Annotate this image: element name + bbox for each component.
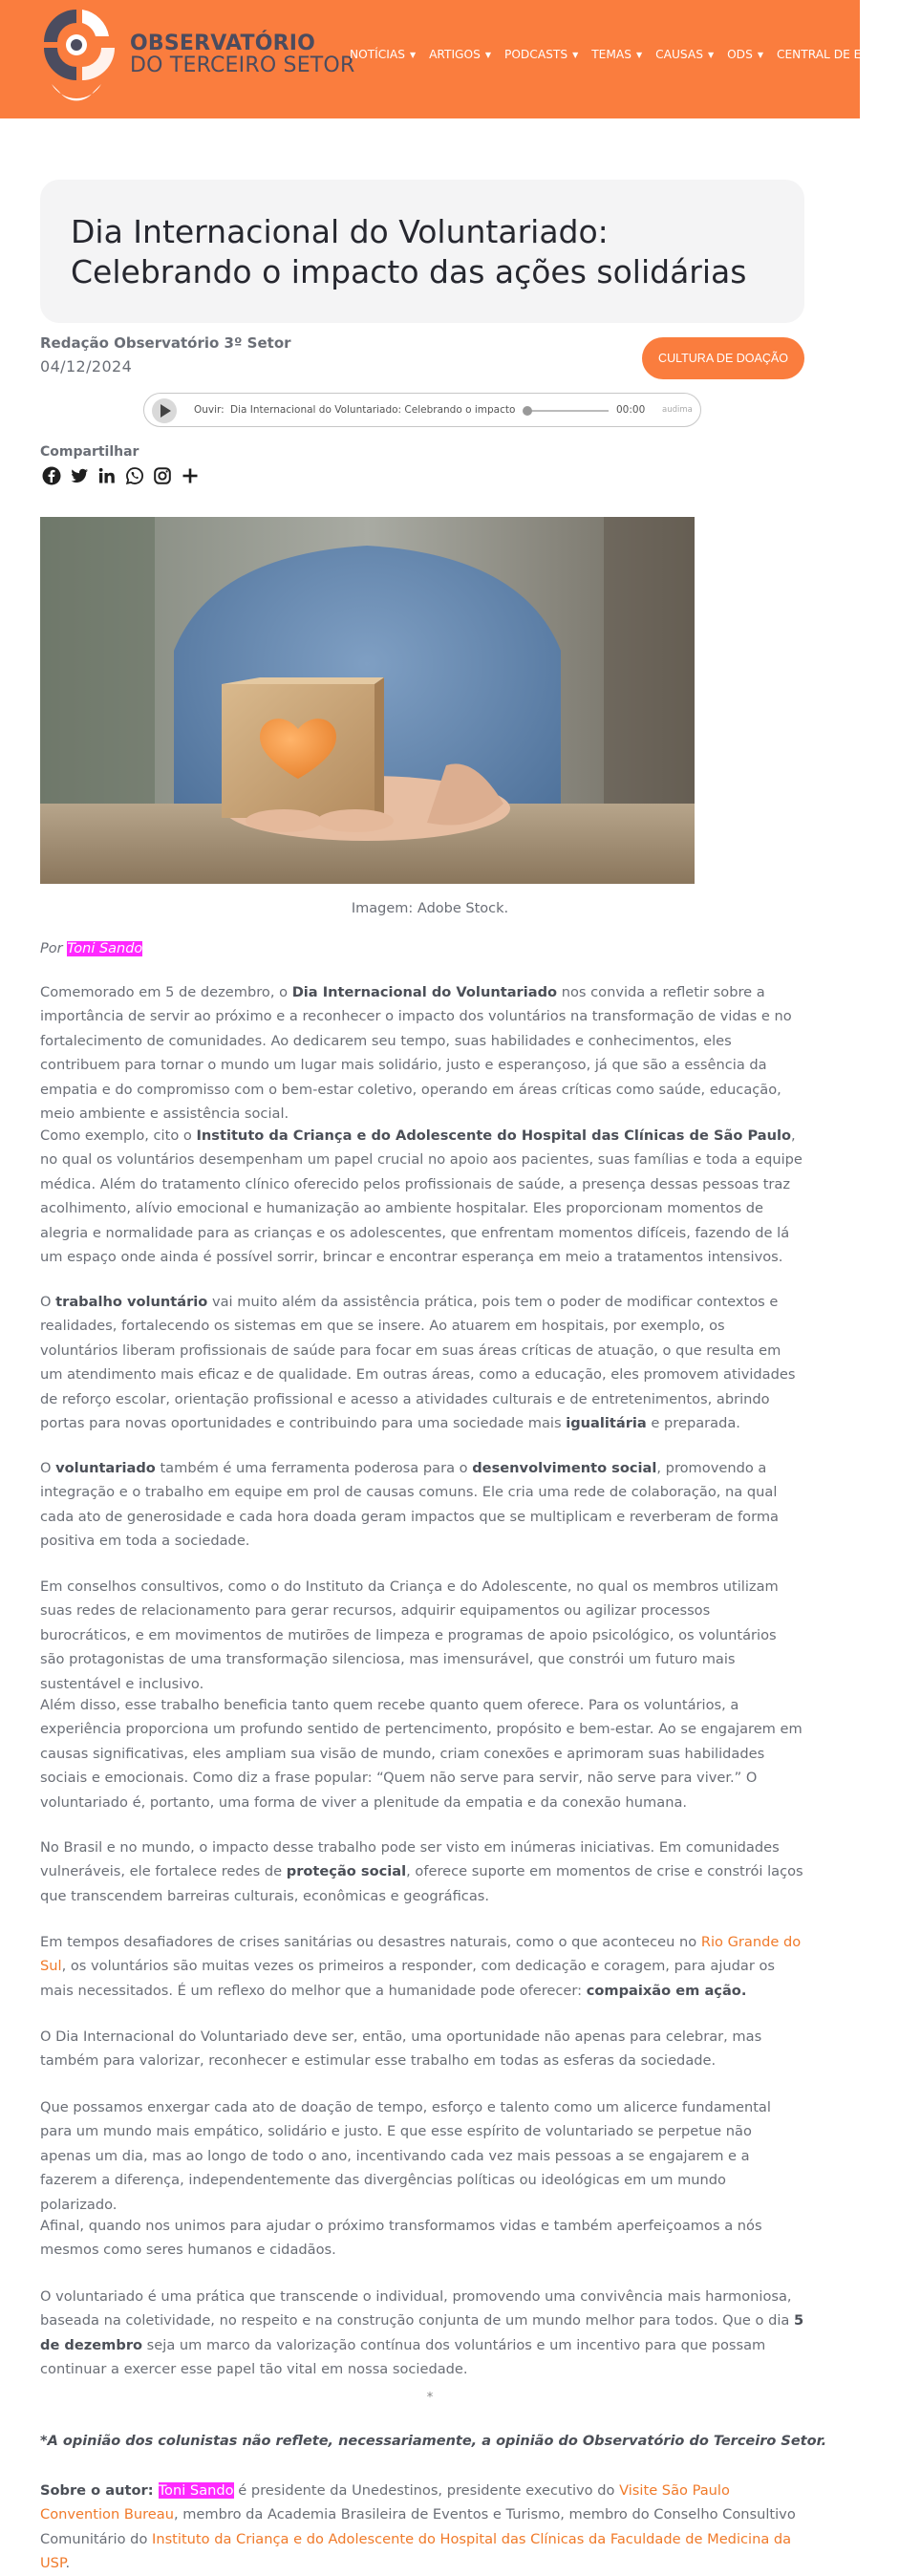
chevron-down-icon: ▼ bbox=[757, 50, 763, 59]
nav-item-noticias[interactable] bbox=[350, 48, 416, 61]
bold-text: proteção social bbox=[286, 1863, 407, 1880]
bold-text: desenvolvimento social bbox=[472, 1460, 657, 1476]
brand-name[interactable] bbox=[130, 32, 354, 76]
disclaimer: *A opinião dos colunistas não reflete, necessariamente, a opinião do Observatório do Terceiro Setor. bbox=[40, 2434, 827, 2449]
whatsapp-icon[interactable] bbox=[125, 466, 144, 485]
text: , no qual os voluntários desempenham um papel crucial no apoio aos pacientes, suas famílias e toda a equipe médica. Além do tratamento clínico oferecido pelos profissionais de saúde, a presença dessas pessoas traz acolhimento, alívio emocional e humanização ao ambiente hospitalar. Eles proporcionam momentos de alegria e normalidade para as crianças e os adolescentes, que enfrentam momentos difíceis, fazendo de lá um espaço onde ainda é possível sorrir, brincar e encontrar esperança em meio a tratamentos intensivos. bbox=[40, 1127, 803, 1266]
brand-line1: OBSERVATÓRIO bbox=[130, 32, 316, 55]
bold-text: Dia Internacional do Voluntariado bbox=[291, 984, 558, 1000]
audio-progress-handle[interactable] bbox=[523, 406, 532, 416]
bold-text: trabalho voluntário bbox=[55, 1294, 208, 1310]
about-author bbox=[40, 2479, 804, 2576]
chevron-down-icon: ▼ bbox=[635, 50, 643, 59]
nav-item-label: NOTÍCIAS bbox=[350, 48, 405, 61]
text: Comemorado em 5 de dezembro, o bbox=[40, 984, 292, 1000]
about-author-name[interactable]: Toni Sando bbox=[158, 2482, 234, 2499]
bold-text: 5 de dezembro bbox=[40, 2312, 804, 2353]
text: vai muito além da assistência prática, pois tem o poder de modificar contextos e realidades, fortalecendo os sistemas em que se insere. Ao atuarem em hospitais, por exemplo, os voluntários liberam profissionais de saúde para focar em suas áreas críticas de atuação, o que resulta em um atendimento mais eficaz e de qualidade. Em outras áreas, como a educação, eles promovem atividades de reforço escolar, orientação profissional e acesso a atividades culturais e de entretenimentos, abrindo portas para novas oportunidades e contribuindo para uma sociedade mais bbox=[40, 1294, 796, 1432]
brand-line2: DO TERCEIRO SETOR bbox=[130, 54, 355, 78]
article-paragraph-7 bbox=[40, 1835, 804, 1908]
text: , os voluntários são muitas vezes os primeiros a responder, com dedicação e coragem, para ajudar os mais necessitados. É um reflexo do melhor que a humanidade pode oferecer: bbox=[40, 1958, 775, 1999]
text: nos convida a refletir sobre a importância de servir ao próximo e a reconhecer o impacto dos voluntários na transformação de vidas e no fortalecimento de comunidades. Ao dedicarem seu tempo, suas habilidades e conhecimentos, eles contribuem para tornar o mundo um lugar mais solidário, justo e esperançoso, já que são a essência da empatia e do compromisso com o bem-estar coletivo, operando em áreas críticas como saúde, educação, meio ambiente e assistência social. bbox=[40, 984, 792, 1123]
bold-text: Instituto da Criança e do Adolescente do Hospital das Clínicas de São Paulo bbox=[196, 1127, 792, 1144]
share-bar bbox=[42, 466, 200, 485]
site-header bbox=[0, 0, 899, 118]
text: , membro da Academia Brasileira de Eventos e Turismo, membro do Conselho Consultivo Comunitário do bbox=[40, 2506, 796, 2547]
article-paragraph-8 bbox=[40, 1930, 804, 2003]
byline-prefix: Por bbox=[40, 941, 68, 956]
linkedin-icon[interactable] bbox=[97, 466, 117, 485]
image-caption: Imagem: Adobe Stock. bbox=[351, 901, 509, 916]
text: também é uma ferramenta poderosa para o bbox=[155, 1460, 473, 1476]
separator: * bbox=[426, 2391, 434, 2405]
about-label: Sobre o autor: bbox=[40, 2482, 159, 2499]
chevron-down-icon: ▼ bbox=[572, 50, 579, 59]
article-image bbox=[40, 517, 695, 884]
nav-item-label: CENTRAL DE EDITAIS bbox=[776, 48, 899, 61]
audio-time: 00:00 bbox=[616, 404, 646, 416]
nav-item-central-de-editais[interactable] bbox=[777, 48, 899, 61]
nav-item-label: PODCASTS bbox=[503, 48, 568, 61]
article-paragraph-1 bbox=[40, 980, 804, 1126]
twitter-icon[interactable] bbox=[70, 466, 89, 485]
article-author[interactable]: Redação Observatório 3º Setor bbox=[40, 334, 291, 352]
text: é presidente da Unedestinos, presidente executivo do bbox=[233, 2482, 620, 2499]
nav-item-causas[interactable] bbox=[655, 48, 714, 61]
title-card bbox=[40, 180, 804, 323]
nav-item-ods[interactable] bbox=[727, 48, 763, 61]
article-paragraph-6: Além disso, esse trabalho beneficia tanto quem recebe quanto quem oferece. Para os voluntários, a experiência proporciona um profundo sentido de pertencimento, propósito e bem-estar. Ao se engajarem em causas significativas, eles ampliam sua visão de mundo, criam conexões e aprimoram suas habilidades sociais e emocionais. Como diz a frase popular: “Quem não serve para servir, não serve para viver.” O voluntariado é, portanto, uma forma de viver a plenitude da empatia e da conexão humana. bbox=[40, 1697, 803, 1811]
text: O bbox=[40, 1460, 56, 1476]
article-meta bbox=[40, 334, 291, 376]
bold-text: igualitária bbox=[566, 1415, 647, 1432]
bold-text: compaixão em ação. bbox=[586, 1982, 747, 1999]
text: , oferece suporte em momentos de crise e constrói laços que transcendem barreiras culturais, econômicas e geográficas. bbox=[40, 1863, 803, 1904]
hands-heart-cube-image bbox=[40, 517, 695, 884]
nav-item-label: CAUSAS bbox=[655, 48, 703, 61]
byline bbox=[40, 941, 142, 956]
nav-item-label: ARTIGOS bbox=[429, 48, 481, 61]
article-paragraph-9: O Dia Internacional do Voluntariado deve ser, então, uma oportunidade não apenas para celebrar, mas também para valorizar, reconhecer e estimular esse trabalho em todas as esferas da sociedade. bbox=[40, 2029, 762, 2070]
text: Como exemplo, cito o bbox=[40, 1127, 197, 1144]
nav-item-label: TEMAS bbox=[591, 48, 631, 61]
site-logo-icon[interactable] bbox=[38, 4, 115, 107]
text: , promovendo a integração e o trabalho em equipe em prol de causas comuns. Ele cria uma rede de colaboração, na qual cada ato de generosidade e cada hora doada geram impactos que se multiplicam e reverberam de forma positiva em toda a sociedade. bbox=[40, 1460, 779, 1550]
visite-sao-paulo-link[interactable]: Visite São Paulo Convention Bureau bbox=[40, 2482, 730, 2523]
text: seja um marco da valorização contínua dos voluntários e um incentivo para que possam continuar a exercer esse papel tão vital em nossa sociedade. bbox=[40, 2336, 766, 2378]
text: No Brasil e no mundo, o impacto desse trabalho pode ser visto em inúmeras iniciativas. Em comunidades vulneráveis, ele fortalece redes de bbox=[40, 1839, 780, 1880]
play-icon[interactable] bbox=[152, 398, 177, 423]
rio-grande-do-sul-link[interactable]: Rio Grande do Sul bbox=[40, 1934, 802, 1975]
nav-item-temas[interactable] bbox=[591, 48, 642, 61]
article-paragraph-4 bbox=[40, 1456, 804, 1554]
text: . bbox=[65, 2555, 71, 2572]
instagram-icon[interactable] bbox=[153, 466, 172, 485]
chevron-down-icon: ▼ bbox=[707, 50, 715, 59]
audio-player bbox=[143, 393, 701, 427]
article-paragraph-12 bbox=[40, 2285, 804, 2382]
article-paragraph-2 bbox=[40, 1124, 804, 1269]
article-date: 04/12/2024 bbox=[40, 357, 133, 376]
main-nav bbox=[350, 48, 899, 61]
page-title: Dia Internacional do Voluntariado: Celebrando o impacto das ações solidárias bbox=[71, 213, 747, 290]
audio-listen-label: Ouvir: bbox=[194, 404, 225, 416]
nav-item-podcasts[interactable] bbox=[504, 48, 578, 61]
text: O voluntariado é uma prática que transcende o individual, promovendo uma convivência mais harmoniosa, baseada na coletividade, no respeito e na construção conjunta de um mundo melhor para todos. Que o dia bbox=[40, 2288, 795, 2329]
plus-icon[interactable] bbox=[181, 466, 200, 485]
text: e preparada. bbox=[646, 1415, 740, 1432]
instituto-crianca-link[interactable]: Instituto da Criança e do Adolescente do Hospital das Clínicas da Faculdade de Medicina da USP bbox=[40, 2530, 792, 2572]
audio-track-title: Dia Internacional do Voluntariado: Celebrando o impacto bbox=[230, 404, 516, 416]
audio-progress-track[interactable] bbox=[524, 410, 609, 412]
article-paragraph-10: Que possamos enxergar cada ato de doação de tempo, esforço e talento como um alicerce fundamental para um mundo mais empático, solidário e justo. E que esse espírito de voluntariado se perpetue não apenas um dia, mas ao longo de todo o ano, incentivando cada vez mais pessoas a se engajarem e a fazerem a diferença, independentemente das divergências políticas ou ideológicas em um mundo polarizado. bbox=[40, 2099, 771, 2213]
audio-brand[interactable]: audima bbox=[662, 405, 693, 415]
text: O bbox=[40, 1294, 56, 1310]
chevron-down-icon: ▼ bbox=[484, 50, 491, 59]
nav-item-label: ODS bbox=[727, 48, 753, 61]
facebook-icon[interactable] bbox=[42, 466, 61, 485]
article-paragraph-3 bbox=[40, 1290, 804, 1435]
bold-text: voluntariado bbox=[55, 1460, 156, 1476]
article-paragraph-11: Afinal, quando nos unimos para ajudar o próximo transformamos vidas e também aperfeiçoamos a nós mesmos como seres humanos e cidadãos. bbox=[40, 2218, 762, 2259]
article-paragraph-5: Em conselhos consultivos, como o do Instituto da Criança e do Adolescente, no qual os membros utilizam suas redes de relacionamento para gerar recursos, adquirir equipamentos ou agilizar processos burocráticos, e em movimentos de mutirões de limpeza e programas de apoio psicológico, os voluntários são protagonistas de uma transformação silenciosa, mas imensurável, que constrói um futuro mais sustentável e inclusivo. bbox=[40, 1578, 779, 1692]
byline-author-name[interactable]: Toni Sando bbox=[67, 941, 143, 956]
chevron-down-icon: ▼ bbox=[409, 50, 417, 59]
nav-item-artigos[interactable] bbox=[429, 48, 491, 61]
category-tag-button[interactable]: CULTURA DE DOAÇÃO bbox=[642, 337, 804, 379]
share-label: Compartilhar bbox=[40, 444, 139, 460]
text: Em tempos desafiadores de crises sanitárias ou desastres naturais, como o que aconteceu no bbox=[40, 1934, 701, 1950]
